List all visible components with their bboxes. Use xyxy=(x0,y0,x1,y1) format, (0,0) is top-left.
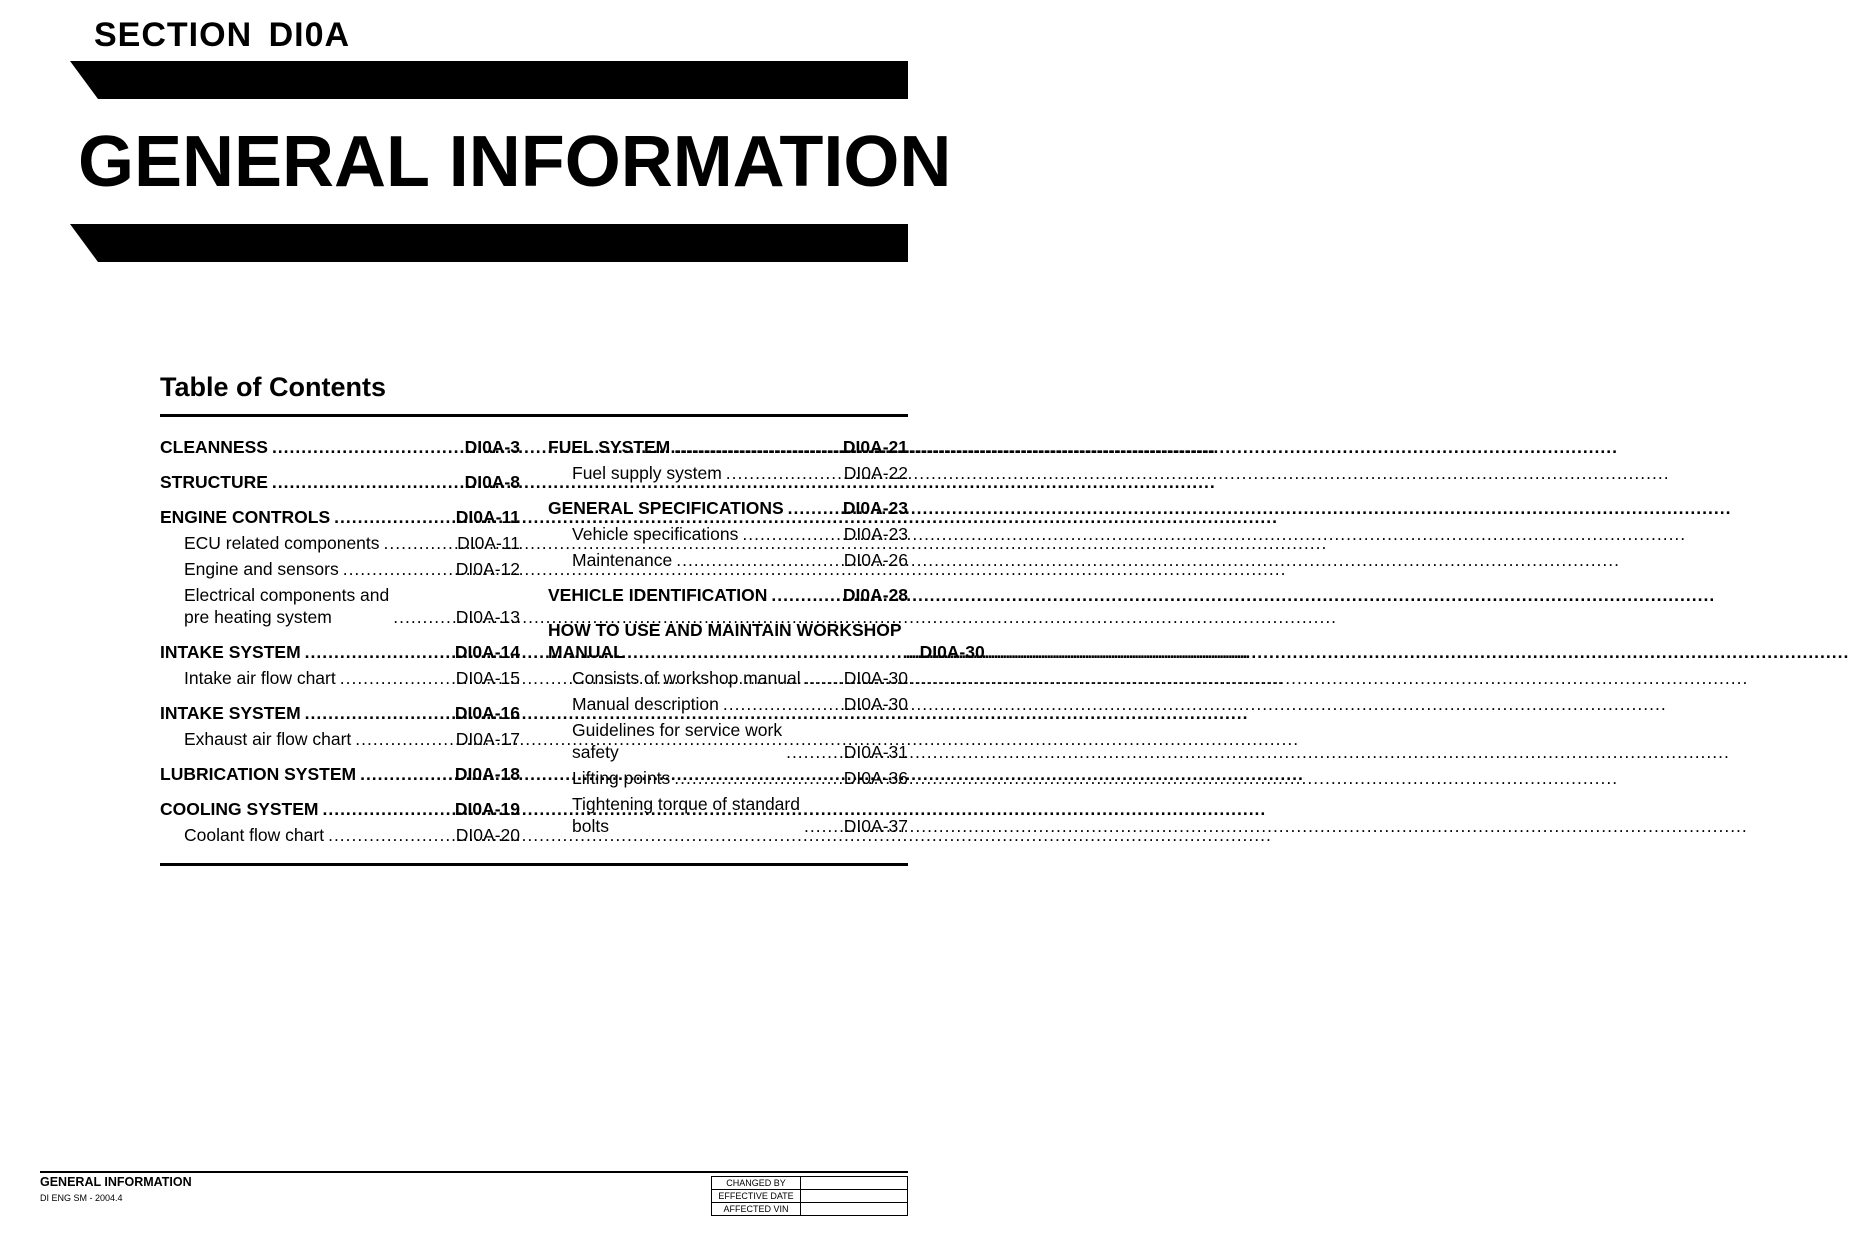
change-row-effective-date xyxy=(712,1190,908,1203)
toc-entry-page: DI0A-30 xyxy=(919,642,985,662)
toc-entry-sub[interactable] xyxy=(548,549,908,571)
header-band-top xyxy=(70,61,908,99)
toc-entry-sub[interactable] xyxy=(160,558,520,580)
toc-entry-main[interactable] xyxy=(160,471,520,493)
toc-top-rule xyxy=(160,414,908,417)
toc-entry-title-line: safety xyxy=(572,742,619,762)
toc-dot-leader xyxy=(742,523,839,545)
toc-entry-title-line: FUEL SYSTEM xyxy=(548,437,671,457)
toc-entry-page: DI0A-18 xyxy=(454,764,520,784)
toc-entry-title-line: Guidelines for service work xyxy=(572,720,783,740)
toc-entry-page: DI0A-22 xyxy=(843,463,908,483)
toc-entry-main[interactable] xyxy=(160,702,520,724)
toc-entry-page: DI0A-36 xyxy=(843,768,908,788)
toc-entry-title-line: ECU related components xyxy=(184,533,380,553)
toc-entry-title-line: Tightening torque of standard xyxy=(572,794,800,814)
toc-dot-leader xyxy=(805,667,840,689)
toc-dot-leader xyxy=(272,471,461,493)
toc-dot-leader xyxy=(305,702,451,724)
toc-dot-leader xyxy=(674,436,839,458)
affected-vin-value xyxy=(801,1203,908,1216)
toc-entry-page: DI0A-26 xyxy=(843,550,908,570)
toc-entry-main[interactable] xyxy=(160,506,520,528)
toc-entry-page: DI0A-31 xyxy=(843,742,908,762)
toc-entry-title xyxy=(184,558,339,580)
toc-entry-title-line: Vehicle specifications xyxy=(572,524,739,544)
toc-entry-page: DI0A-16 xyxy=(454,703,520,723)
toc-entry-title xyxy=(572,549,672,571)
toc-entry-title-line: Fuel supply system xyxy=(572,463,722,483)
toc-entry-sub[interactable] xyxy=(160,584,520,628)
toc-dot-leader xyxy=(340,667,452,689)
toc-entry-title-line: STRUCTURE xyxy=(160,472,268,492)
toc-entry-title-line: VEHICLE IDENTIFICATION xyxy=(548,585,768,605)
toc-bottom-rule xyxy=(160,863,908,866)
toc-entry-main[interactable] xyxy=(160,436,520,458)
toc-entry-title-line: Engine and sensors xyxy=(184,559,339,579)
toc-entry-title xyxy=(572,523,738,545)
toc-entry-page: DI0A-30 xyxy=(843,668,908,688)
toc-dot-leader xyxy=(355,728,452,750)
toc-entry-title-line: Exhaust air flow chart xyxy=(184,729,352,749)
toc-dot-leader xyxy=(343,558,452,580)
toc-entry-page: DI0A-23 xyxy=(842,498,908,518)
toc-entry-title xyxy=(160,641,301,663)
toc-left-column xyxy=(160,432,520,846)
toc-entry-page: DI0A-3 xyxy=(464,437,520,457)
toc-entry-page: DI0A-8 xyxy=(464,472,520,492)
toc-entry-title xyxy=(572,667,801,689)
toc-entry-title-line: COOLING SYSTEM xyxy=(160,799,319,819)
effective-date-value xyxy=(801,1190,908,1203)
toc-entry-title-line: MANUAL xyxy=(548,642,624,662)
footer-title: GENERAL INFORMATION xyxy=(40,1175,192,1189)
change-table xyxy=(711,1176,908,1216)
toc-entry-main[interactable] xyxy=(160,798,520,820)
toc-entry-page: DI0A-13 xyxy=(455,607,520,627)
toc-entry-title xyxy=(548,497,784,519)
toc-entry-title xyxy=(160,506,330,528)
toc-entry-title xyxy=(160,702,301,724)
toc-entry-title xyxy=(184,532,380,554)
toc-entry-title xyxy=(548,619,902,663)
toc-entry-page: DI0A-21 xyxy=(842,437,908,457)
toc-entry-title-line: ENGINE CONTROLS xyxy=(160,507,331,527)
toc-entry-title xyxy=(572,793,800,837)
toc-entry-title-line: pre heating system xyxy=(184,607,332,627)
toc-entry-main[interactable] xyxy=(160,763,520,785)
toc-entry-title-line: Intake air flow chart xyxy=(184,668,336,688)
toc-entry-title xyxy=(548,584,767,606)
toc-entry-title xyxy=(184,728,351,750)
toc-entry-title xyxy=(160,798,318,820)
toc-entry-sub[interactable] xyxy=(160,824,520,846)
toc-dot-leader xyxy=(334,506,452,528)
toc-entry-page: DI0A-23 xyxy=(843,524,908,544)
toc-entry-title-line: INTAKE SYSTEM xyxy=(160,642,301,662)
toc-entry-main[interactable] xyxy=(548,497,908,519)
toc-entry-title xyxy=(572,462,722,484)
toc-right-column xyxy=(548,432,985,837)
toc-entry-page: DI0A-37 xyxy=(843,816,908,836)
toc-dot-leader xyxy=(804,815,840,837)
toc-dot-leader xyxy=(384,532,454,554)
toc-entry-sub[interactable] xyxy=(548,462,908,484)
toc-entry-page: DI0A-17 xyxy=(455,729,520,749)
toc-entry-page: DI0A-30 xyxy=(843,694,908,714)
toc-entry-title xyxy=(184,584,389,628)
section-label: SECTION DI0A xyxy=(94,16,351,54)
footer-rule xyxy=(40,1171,908,1173)
page-title: GENERAL INFORMATION xyxy=(78,122,952,202)
toc-dot-leader xyxy=(328,824,452,846)
toc-entry-title xyxy=(184,824,324,846)
toc-entry-page: DI0A-15 xyxy=(455,668,520,688)
toc-entry-title-line: HOW TO USE AND MAINTAIN WORKSHOP xyxy=(548,620,902,640)
toc-dot-leader xyxy=(305,641,451,663)
change-row-affected-vin xyxy=(712,1203,908,1216)
toc-entry-title-line: CLEANNESS xyxy=(160,437,268,457)
toc-entry-title-line: LUBRICATION SYSTEM xyxy=(160,764,357,784)
changed-by-value xyxy=(801,1177,908,1190)
toc-entry-page: DI0A-28 xyxy=(842,585,908,605)
toc-dot-leader xyxy=(676,549,840,571)
toc-entry-page: DI0A-20 xyxy=(455,825,520,845)
toc-dot-leader xyxy=(788,497,839,519)
toc-entry-title xyxy=(184,667,336,689)
toc-dot-leader xyxy=(726,462,840,484)
toc-entry-title-line: Lifting points xyxy=(572,768,671,788)
toc-entry-page: DI0A-11 xyxy=(455,507,520,527)
toc-entry-title xyxy=(572,693,719,715)
effective-date-label: EFFECTIVE DATE xyxy=(712,1190,801,1203)
header-band-bottom xyxy=(70,224,908,262)
change-row-changed-by xyxy=(712,1177,908,1190)
toc-entry-title xyxy=(160,763,356,785)
toc-dot-leader xyxy=(322,798,450,820)
toc-entry-title-line: Maintenance xyxy=(572,550,673,570)
toc-dot-leader xyxy=(771,584,838,606)
toc-entry-title-line: Consists of workshop manual xyxy=(572,668,801,688)
toc-entry-main[interactable] xyxy=(548,584,908,606)
toc-entry-title-line: INTAKE SYSTEM xyxy=(160,703,301,723)
toc-dot-leader xyxy=(786,741,840,763)
toc-entry-page: DI0A-19 xyxy=(454,799,520,819)
toc-entry-page: DI0A-12 xyxy=(455,559,520,579)
toc-entry-page: DI0A-14 xyxy=(454,642,520,662)
toc-entry-title xyxy=(572,719,782,763)
toc-entry-sub[interactable] xyxy=(160,667,520,689)
toc-entry-title-line: Coolant flow chart xyxy=(184,825,325,845)
toc-entry-title xyxy=(160,436,268,458)
toc-entry-sub[interactable] xyxy=(548,793,908,837)
toc-entry-title-line: Electrical components and xyxy=(184,585,390,605)
toc-entry-sub[interactable] xyxy=(160,532,520,554)
toc-dot-leader xyxy=(360,763,451,785)
toc-entry-main[interactable] xyxy=(548,619,985,663)
toc-entry-sub[interactable] xyxy=(548,693,908,715)
toc-dot-leader xyxy=(674,767,840,789)
toc-entry-main[interactable] xyxy=(548,436,908,458)
toc-entry-sub[interactable] xyxy=(548,667,908,689)
toc-entry-sub[interactable] xyxy=(548,767,908,789)
toc-entry-title xyxy=(160,471,268,493)
toc-entry-main[interactable] xyxy=(160,641,520,663)
toc-entry-title-line: bolts xyxy=(572,816,609,836)
toc-entry-page: DI0A-11 xyxy=(457,533,520,553)
affected-vin-label: AFFECTED VIN xyxy=(712,1203,801,1216)
toc-entry-title xyxy=(572,767,670,789)
toc-dot-leader xyxy=(723,693,840,715)
toc-entry-sub[interactable] xyxy=(548,523,908,545)
toc-entry-title-line: GENERAL SPECIFICATIONS xyxy=(548,498,784,518)
toc-entry-title-line: Manual description xyxy=(572,694,719,714)
toc-dot-leader xyxy=(393,606,452,628)
toc-entry-sub[interactable] xyxy=(548,719,908,763)
toc-dot-leader xyxy=(272,436,461,458)
changed-by-label: CHANGED BY xyxy=(712,1177,801,1190)
toc-entry-sub[interactable] xyxy=(160,728,520,750)
toc-dot-leader xyxy=(906,641,916,663)
toc-entry-title xyxy=(548,436,670,458)
toc-heading: Table of Contents xyxy=(160,372,386,402)
footer-code: DI ENG SM - 2004.4 xyxy=(40,1193,123,1203)
